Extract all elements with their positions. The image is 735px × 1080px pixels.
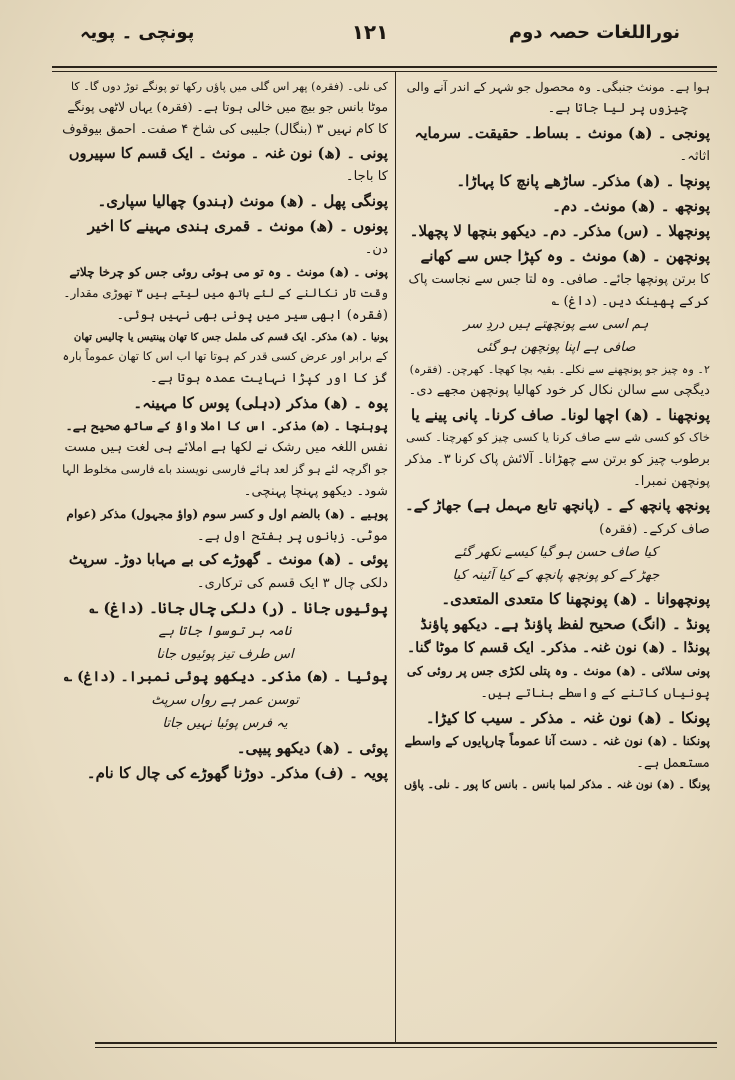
bottom-rule-thin	[95, 1047, 717, 1048]
text-line: جو اگرچہ لئے ہو گز لعد ہائے فارسی نویسند باے فارسی مخلوط الہا	[62, 462, 388, 477]
verse-line: ہم اسی سے پونچھتے ہیں دردِ سر	[463, 317, 649, 333]
text-line: گز کا اور کپڑا نہایت عمدہ ہوتا ہے۔	[150, 370, 388, 386]
text-line: مستعمل ہے۔	[636, 755, 710, 771]
text-line: چیزوں پر لیا جاتا ہے۔	[547, 101, 688, 117]
dictionary-entry-headword-line: پونی ۔ (ھ) مونث ۔ وہ تو می ہوئی روئی جس کو چرخا چلاتے	[69, 264, 388, 279]
text-line: ۲۔ وہ چیز جو پونچھنے سے نکلے۔ بقیہ بچا کھچا۔ کھرچن۔ (فقرہ)	[409, 362, 710, 376]
dictionary-entry-headword-line: پونگی پھل ۔ (ھ) مونث (ہندو) چھالیا سپاری۔	[97, 192, 388, 210]
dictionary-entry-headword-line: پونوں ۔ (ھ) مونث ۔ قمری ہندی مہینے کا اخیر	[87, 217, 388, 235]
verse-line: توسن عمر ہے رواں سرپٹ	[151, 693, 299, 709]
verse-line: صافی ہے اپنا پونچھن ہو گئی	[476, 340, 636, 356]
text-line: خاک کو کسی شے سے صاف کرنا یا کسی چیز کو کھرچنا۔ کسی	[405, 430, 710, 445]
page-number: ۱۲۱	[351, 20, 389, 44]
column-divider	[395, 71, 396, 1042]
dictionary-entry-headword-line: پونچھن ۔ (ھ) مونث ۔ وہ کپڑا جس سے کھانے	[420, 247, 710, 266]
dictionary-entry-headword-line: پونکا ۔ (ھ) نون غنہ ۔ مذکر ۔ سیب کا کیڑا۔	[425, 708, 710, 727]
dictionary-entry-headword-line: پوہ ۔ (ھ) مذکر (دہلی) پوس کا مہینہ۔	[133, 393, 388, 412]
verse-line: جھڑ کے کو پونچھ پانچھ کے کیا آئینہ کیا	[452, 567, 660, 583]
text-line: کا برتن پونچھا جائے۔ صافی۔ وہ لتا جس سے نجاست پاک	[408, 272, 710, 288]
text-line: (فقرہ) ابھی سیر میں پونی بھی نہیں ہوئی۔	[116, 307, 388, 323]
dictionary-entry-headword-line: پوئیوں جانا ۔ (ر) دلکی چال جانا۔ (داغ) ؎	[89, 598, 388, 617]
text-line: نفس اللغہ میں رشک نے لکھا ہے املائے ہی لغت ہیں مست	[64, 440, 388, 456]
verse-line: یہ فرس پوئیا نہیں جاتا	[162, 716, 288, 732]
text-line: صاف کرکے۔ (فقرہ)	[599, 521, 710, 537]
text-line: دن۔	[364, 242, 388, 257]
verse-line: اس طرف تیز پوئیوں جانا	[156, 646, 294, 662]
bottom-rule	[95, 1042, 717, 1044]
right-column	[402, 80, 710, 1035]
text-line: وقت تار نکالنے کے لئے ہاتھ میں لیتے ہیں ۳ تھوڑی مقدار۔	[63, 286, 388, 301]
dictionary-entry-headword-line: پونی سلائی ۔ (ھ) مونث ۔ وہ پتلی لکڑی جس پر روئی کی	[406, 664, 710, 679]
text-line: اثاثہ۔	[679, 149, 710, 165]
text-line: موٹا بانس جو بیچ میں خالی ہوتا ہے۔ (فقرہ) یہاں لاٹھی پونگے	[67, 99, 388, 115]
dictionary-entry-headword-line: پونڈ ۔ (انگ) صحیح لفظ پاؤنڈ ہے۔ دیکھو پاؤنڈ	[420, 615, 710, 634]
dictionary-entry-headword-line: پونی ۔ (ھ) نون غنہ ۔ مونث ۔ ایک قسم کا سپیروں	[68, 144, 388, 162]
dictionary-entry-headword-line: پونکنا ۔ (ھ) نون غنہ ۔ دست آنا عموماً چارپایوں کے واسطے	[404, 733, 710, 748]
dictionary-entry-headword-line: پونچھنا ۔ (ھ) اچھا لونا۔ صاف کرنا۔ پانی پینے یا	[410, 406, 710, 425]
dictionary-entry-headword-line: پوئیا ۔ (ھ) مذکر۔ دیکھو پوئی نمبرا۔ (داغ) ؎	[63, 669, 388, 686]
dictionary-entry-headword-line: پونچا ۔ (ھ) مذکر۔ ساڑھے پانچ کا پہاڑا۔	[456, 172, 710, 191]
text-line: شود۔ دیکھو پہنچا پہنچی۔	[243, 484, 388, 500]
text-line: کا باجا۔	[345, 169, 388, 185]
dictionary-entry-headword-line: پوئی ۔ (ھ) مونث ۔ گھوڑے کی بے مہابا دوڑ۔ سرپٹ	[68, 551, 388, 569]
text-line: کی نلی۔ (فقرہ) پھر اس گلی میں پاؤں رکھا تو پونگے توڑ دوں گا۔ کا	[70, 80, 388, 93]
dictionary-entry-headword-line: پوہنچا ۔ (ھ) مذکر۔ اس کا املا واؤ کے ساتھ صحیح ہے۔	[65, 418, 388, 433]
dictionary-entry-headword-line: پونگا ۔ (ھ) نون غنہ ۔ مذکر لمبا بانس ۔ بانس کا پور ۔ نلی۔ پاؤں	[403, 778, 710, 792]
text-line: دیگچی سے سالن نکال کر خود کھالیا پونچھن مجھے دی۔	[408, 383, 710, 399]
text-line: پونچھن نمبرا۔	[633, 474, 710, 490]
dictionary-entry-headword-line: پونچھ ۔ (ھ) مونث۔ دم۔	[552, 197, 710, 216]
top-rule	[52, 66, 717, 68]
keyword-range: پونچی ۔ پویہ	[80, 22, 195, 43]
text-line: موٹی۔ زبانوں پر بفتح اول ہے۔	[197, 528, 388, 544]
book-title: نوراللغات حصہ دوم	[508, 22, 680, 43]
dictionary-entry-headword-line: پونڈا ۔ (ھ) نون غنہ۔ مذکر۔ ایک قسم کا موٹا گنا۔	[406, 640, 710, 657]
top-rule-thin	[52, 71, 717, 72]
text-line: کرکے پھینک دیں۔ (داغ) ؎	[551, 294, 710, 310]
left-column	[62, 80, 388, 1035]
text-line: پونیاں کاتنے کے واسطے بناتے ہیں۔	[480, 686, 710, 702]
dictionary-entry-headword-line: پونچھلا ۔ (س) مذکر۔ دم۔ دیکھو بنچھا لا پچھلا۔	[409, 222, 710, 241]
verse-line: نامہ بر توسوا جاتا ہے	[158, 623, 292, 639]
text-line: کا کام نہیں ۳ (بنگال) جلیبی کی شاخ ۴ صفت۔ احمق بیوقوف	[62, 122, 388, 138]
text-line: کے برابر اور عرض کسی قدر کم ہوتا تھا اب اس کا تھان عموماً بارہ	[62, 348, 388, 363]
text-line: برطوب چیز کو برتن سے چھڑانا۔ آلائش پاک کرنا ۳۔ مذکر	[405, 452, 710, 468]
dictionary-entry-headword-line: پونجی ۔ (ھ) مونث ۔ بساط۔ حقیقت۔ سرمایہ	[414, 124, 710, 143]
text-line: ہوا ہے۔ مونث جنبگی۔ وہ محصول جو شہر کے اندر آنے والی	[406, 80, 710, 94]
verse-line: کیا صاف حسن ہو گیا کیسے نکھر گئے	[454, 544, 658, 560]
page-header	[30, 8, 710, 58]
dictionary-entry-headword-line: پونچھوانا ۔ (ھ) پونچھنا کا متعدی المتعدی۔	[441, 590, 710, 609]
dictionary-entry-headword-line: پوئی ۔ (ھ) دیکھو پیپی۔	[236, 739, 388, 758]
dictionary-entry-headword-line: پونیا ۔ (ھ) مذکر۔ ایک قسم کی ململ جس کا تھان پینتیس یا چالیس تھان	[73, 330, 388, 343]
dictionary-entry-headword-line: پویہ ۔ (ف) مذکر۔ دوڑنا گھوڑے کی چال کا نام۔	[86, 764, 388, 783]
text-line: دلکی چال ۳ ایک قسم کی ترکاری۔	[196, 575, 388, 591]
dictionary-entry-headword-line: پوہیے ۔ (ھ) بالضم اول و کسر سوم (واؤ مجہول) مذکر (عوام	[66, 506, 388, 521]
dictionary-entry-headword-line: پونچھ پانچھ کے ۔ (پانچھ تابع مہمل ہے) جھاڑ کے۔	[405, 497, 710, 515]
